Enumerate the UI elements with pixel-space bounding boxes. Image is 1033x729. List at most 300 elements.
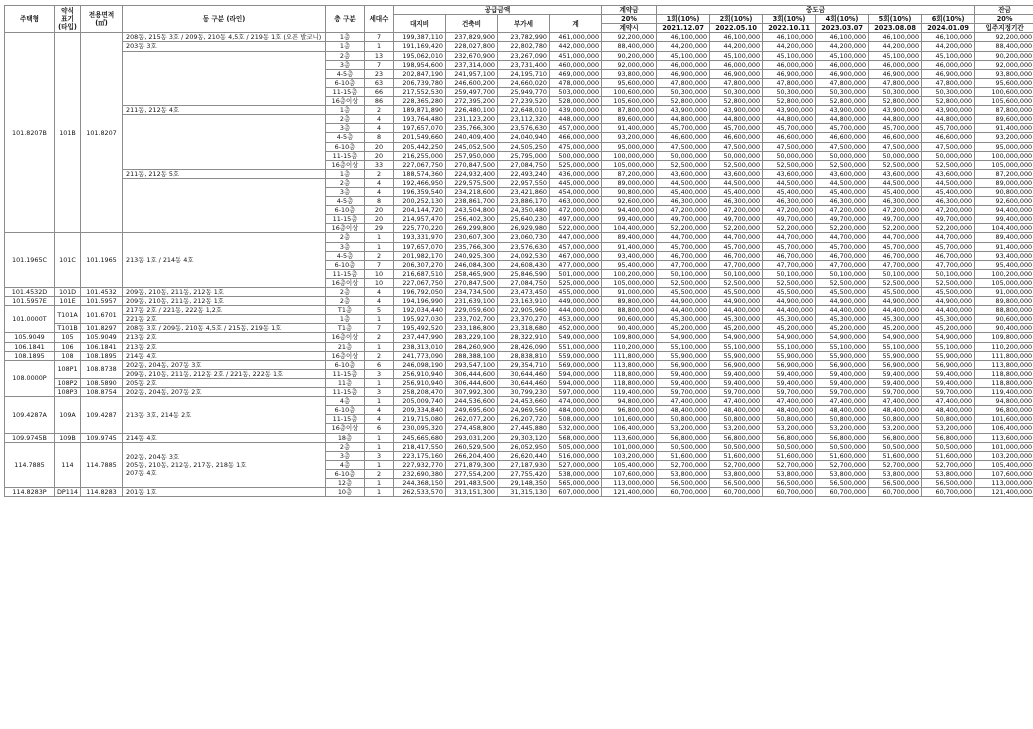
total-cell: 607,000,000 xyxy=(550,488,602,497)
m3-cell: 46,600,000 xyxy=(763,133,816,142)
land-cell: 195,927,030 xyxy=(394,315,446,324)
vat-cell: 30,644,460 xyxy=(498,369,550,378)
m6-cell: 47,700,000 xyxy=(922,260,975,269)
m1-cell: 53,800,000 xyxy=(657,469,710,478)
m6-cell: 47,500,000 xyxy=(922,142,975,151)
land-cell: 209,334,840 xyxy=(394,406,446,415)
m6-cell: 46,100,000 xyxy=(922,33,975,42)
header-m5: 5회(10%) xyxy=(869,15,922,24)
m6-cell: 55,100,000 xyxy=(922,342,975,351)
floor-cell: 11층 xyxy=(326,378,365,387)
m5-cell: 54,900,000 xyxy=(869,333,922,342)
total-cell: 594,000,000 xyxy=(550,369,602,378)
units-cell: 1 xyxy=(365,478,394,487)
vat-cell: 26,207,720 xyxy=(498,415,550,424)
table-row xyxy=(5,315,1033,324)
m1-cell: 47,400,000 xyxy=(657,397,710,406)
building-line-cell: 208동, 215동 3호 / 209동, 210동 4,5호 / 219동 1호 (오픈 발코니) xyxy=(123,33,326,42)
m5-cell: 46,000,000 xyxy=(869,60,922,69)
m5-cell: 44,700,000 xyxy=(869,233,922,242)
table-row xyxy=(5,324,1033,333)
building-line-cell: 205동 2호 xyxy=(123,378,326,387)
building-cost-cell: 229,059,600 xyxy=(446,306,498,315)
m3-cell: 51,600,000 xyxy=(763,451,816,460)
area-cell: 101.4532 xyxy=(81,288,123,297)
balance-cell: 101,600,000 xyxy=(975,415,1033,424)
units-cell: 7 xyxy=(365,324,394,333)
header-balance-pct: 20% xyxy=(975,15,1033,24)
units-cell: 6 xyxy=(365,424,394,433)
vat-cell: 23,370,270 xyxy=(498,315,550,324)
m6-cell: 45,200,000 xyxy=(922,324,975,333)
m5-cell: 59,700,000 xyxy=(869,388,922,397)
total-cell: 477,000,000 xyxy=(550,260,602,269)
floor-cell: 2층 xyxy=(326,51,365,60)
land-cell: 256,910,940 xyxy=(394,369,446,378)
m6-cell: 52,800,000 xyxy=(922,97,975,106)
header-contract-when: 계약시 xyxy=(602,24,657,33)
floor-cell: 3층 xyxy=(326,451,365,460)
building-line-cell: 213동 2호 xyxy=(123,333,326,342)
contract-cell: 87,200,000 xyxy=(602,169,657,178)
total-cell: 455,000,000 xyxy=(550,288,602,297)
total-cell: 444,000,000 xyxy=(550,306,602,315)
table-row xyxy=(5,233,1033,242)
balance-cell: 107,600,000 xyxy=(975,469,1033,478)
building-line-cell: 209동, 210동, 211동, 212동 2호 / 221동, 222동 1호 xyxy=(123,369,326,378)
contract-cell: 89,800,000 xyxy=(602,297,657,306)
land-cell: 241,773,090 xyxy=(394,351,446,360)
m3-cell: 55,100,000 xyxy=(763,342,816,351)
balance-cell: 119,400,000 xyxy=(975,388,1033,397)
area-cell: 108.5890 xyxy=(81,378,123,387)
building-line-cell: 201동 1호 xyxy=(123,488,326,497)
m2-cell: 53,800,000 xyxy=(710,469,763,478)
balance-cell: 105,000,000 xyxy=(975,160,1033,169)
balance-cell: 90,400,000 xyxy=(975,324,1033,333)
building-cost-cell: 243,504,800 xyxy=(446,206,498,215)
building-line-cell: 214동 4호 xyxy=(123,433,326,442)
building-line-cell xyxy=(123,178,326,233)
m4-cell: 55,900,000 xyxy=(816,351,869,360)
vat-cell: 23,163,910 xyxy=(498,297,550,306)
balance-cell: 100,000,000 xyxy=(975,151,1033,160)
units-cell: 20 xyxy=(365,151,394,160)
m2-cell: 49,700,000 xyxy=(710,215,763,224)
short-code-cell: T101B xyxy=(55,324,81,333)
m4-cell: 43,900,000 xyxy=(816,106,869,115)
contract-cell: 105,000,000 xyxy=(602,278,657,287)
m2-cell: 46,900,000 xyxy=(710,69,763,78)
contract-cell: 103,200,000 xyxy=(602,451,657,460)
m1-cell: 45,100,000 xyxy=(657,51,710,60)
m2-cell: 52,200,000 xyxy=(710,224,763,233)
m2-cell: 43,900,000 xyxy=(710,106,763,115)
vat-cell: 27,239,520 xyxy=(498,97,550,106)
balance-cell: 89,000,000 xyxy=(975,178,1033,187)
building-cost-cell: 224,932,400 xyxy=(446,169,498,178)
m4-cell: 50,300,000 xyxy=(816,87,869,96)
total-cell: 449,000,000 xyxy=(550,297,602,306)
m5-cell: 45,400,000 xyxy=(869,187,922,196)
building-cost-cell: 231,639,100 xyxy=(446,297,498,306)
m5-cell: 52,500,000 xyxy=(869,278,922,287)
building-cost-cell: 230,607,300 xyxy=(446,233,498,242)
land-cell: 228,365,280 xyxy=(394,97,446,106)
m6-cell: 56,500,000 xyxy=(922,478,975,487)
building-line-cell: 213동 3호, 214동 2호 xyxy=(123,397,326,433)
total-cell: 484,000,000 xyxy=(550,406,602,415)
m5-cell: 50,000,000 xyxy=(869,151,922,160)
land-cell: 227,067,750 xyxy=(394,160,446,169)
m3-cell: 45,700,000 xyxy=(763,242,816,251)
m1-cell: 60,700,000 xyxy=(657,488,710,497)
m1-cell: 59,700,000 xyxy=(657,388,710,397)
m1-cell: 43,900,000 xyxy=(657,106,710,115)
m6-cell: 54,900,000 xyxy=(922,333,975,342)
m4-cell: 46,600,000 xyxy=(816,133,869,142)
m2-cell: 50,000,000 xyxy=(710,151,763,160)
balance-cell: 91,400,000 xyxy=(975,124,1033,133)
m2-cell: 56,800,000 xyxy=(710,433,763,442)
short-code-cell: 108 xyxy=(55,351,81,360)
header-balance: 잔금 xyxy=(975,6,1033,15)
m4-cell: 56,800,000 xyxy=(816,433,869,442)
building-cost-cell: 240,925,300 xyxy=(446,251,498,260)
m2-cell: 59,400,000 xyxy=(710,369,763,378)
units-cell: 1 xyxy=(365,315,394,324)
contract-cell: 101,000,000 xyxy=(602,442,657,451)
vat-cell: 23,886,170 xyxy=(498,197,550,206)
building-cost-cell: 241,957,100 xyxy=(446,69,498,78)
m5-cell: 47,200,000 xyxy=(869,206,922,215)
header-m3-date: 2022.10.11 xyxy=(763,24,816,33)
m6-cell: 46,300,000 xyxy=(922,197,975,206)
floor-cell: 6-10층 xyxy=(326,206,365,215)
header-exclusive-area: 전용면적 (㎡) xyxy=(81,6,123,33)
m6-cell: 51,600,000 xyxy=(922,451,975,460)
balance-cell: 94,400,000 xyxy=(975,206,1033,215)
m1-cell: 56,500,000 xyxy=(657,478,710,487)
units-cell: 20 xyxy=(365,215,394,224)
land-cell: 196,359,540 xyxy=(394,187,446,196)
header-m2-date: 2022.05.10 xyxy=(710,24,763,33)
balance-cell: 100,600,000 xyxy=(975,87,1033,96)
m4-cell: 44,900,000 xyxy=(816,297,869,306)
m4-cell: 44,200,000 xyxy=(816,42,869,51)
building-line-cell: 209동, 210동, 211동, 212동 1호 xyxy=(123,297,326,306)
header-m6-date: 2024.01.09 xyxy=(922,24,975,33)
building-cost-cell: 233,186,800 xyxy=(446,324,498,333)
balance-cell: 88,400,000 xyxy=(975,42,1033,51)
total-cell: 549,000,000 xyxy=(550,333,602,342)
building-cost-cell: 293,547,100 xyxy=(446,360,498,369)
m3-cell: 47,700,000 xyxy=(763,260,816,269)
m1-cell: 43,600,000 xyxy=(657,169,710,178)
header-contract-pct: 20% xyxy=(602,15,657,24)
total-cell: 474,000,000 xyxy=(550,397,602,406)
m3-cell: 44,700,000 xyxy=(763,233,816,242)
m1-cell: 46,900,000 xyxy=(657,69,710,78)
header-m6: 6회(10%) xyxy=(922,15,975,24)
table-row xyxy=(5,333,1033,342)
m3-cell: 49,700,000 xyxy=(763,215,816,224)
total-cell: 461,000,000 xyxy=(550,33,602,42)
building-line-cell: 203동 3호 xyxy=(123,42,326,51)
house-type-cell: 101.8207B xyxy=(5,33,55,233)
table-row xyxy=(5,169,1033,178)
floor-cell: 16층이상 xyxy=(326,278,365,287)
m2-cell: 46,600,000 xyxy=(710,133,763,142)
balance-cell: 87,800,000 xyxy=(975,106,1033,115)
floor-cell: 12층 xyxy=(326,478,365,487)
m4-cell: 56,500,000 xyxy=(816,478,869,487)
header-m4-date: 2023.03.07 xyxy=(816,24,869,33)
area-cell: 101.1965 xyxy=(81,233,123,288)
m6-cell: 45,400,000 xyxy=(922,187,975,196)
total-cell: 457,000,000 xyxy=(550,124,602,133)
m3-cell: 43,900,000 xyxy=(763,106,816,115)
total-cell: 472,000,000 xyxy=(550,206,602,215)
total-cell: 463,000,000 xyxy=(550,197,602,206)
m6-cell: 45,700,000 xyxy=(922,242,975,251)
balance-cell: 113,800,000 xyxy=(975,360,1033,369)
house-type-cell: 101.5957E xyxy=(5,297,55,306)
floor-cell: 2층 xyxy=(326,115,365,124)
building-line-cell: 208동 3호 / 209동, 210동 4,5호 / 215동, 219동 1호 xyxy=(123,324,326,333)
m2-cell: 50,800,000 xyxy=(710,415,763,424)
units-cell: 4 xyxy=(365,178,394,187)
balance-cell: 95,400,000 xyxy=(975,260,1033,269)
floor-cell: 2층 xyxy=(326,442,365,451)
header-vat: 부가세 xyxy=(498,15,550,33)
m5-cell: 50,800,000 xyxy=(869,415,922,424)
m2-cell: 50,500,000 xyxy=(710,442,763,451)
total-cell: 565,000,000 xyxy=(550,478,602,487)
house-type-cell: 108.0000P xyxy=(5,360,55,396)
units-cell: 4 xyxy=(365,297,394,306)
short-code-cell: 109A xyxy=(55,397,81,433)
land-cell: 199,387,110 xyxy=(394,33,446,42)
units-cell: 1 xyxy=(365,433,394,442)
units-cell: 8 xyxy=(365,133,394,142)
m4-cell: 49,700,000 xyxy=(816,215,869,224)
short-code-cell: DP114 xyxy=(55,488,81,497)
floor-cell: 6-10층 xyxy=(326,260,365,269)
m6-cell: 44,400,000 xyxy=(922,306,975,315)
land-cell: 232,690,380 xyxy=(394,469,446,478)
table-row xyxy=(5,51,1033,60)
m2-cell: 51,600,000 xyxy=(710,451,763,460)
table-row xyxy=(5,488,1033,497)
units-cell: 1 xyxy=(365,397,394,406)
m1-cell: 55,900,000 xyxy=(657,351,710,360)
building-cost-cell: 274,458,800 xyxy=(446,424,498,433)
total-cell: 469,000,000 xyxy=(550,69,602,78)
m2-cell: 45,700,000 xyxy=(710,124,763,133)
m4-cell: 53,200,000 xyxy=(816,424,869,433)
floor-cell: 1층 xyxy=(326,33,365,42)
m3-cell: 44,400,000 xyxy=(763,306,816,315)
m4-cell: 46,700,000 xyxy=(816,251,869,260)
contract-cell: 91,400,000 xyxy=(602,242,657,251)
m5-cell: 46,100,000 xyxy=(869,33,922,42)
m6-cell: 50,800,000 xyxy=(922,415,975,424)
land-cell: 188,574,360 xyxy=(394,169,446,178)
m1-cell: 50,100,000 xyxy=(657,269,710,278)
m5-cell: 59,400,000 xyxy=(869,378,922,387)
vat-cell: 24,453,660 xyxy=(498,397,550,406)
m2-cell: 45,400,000 xyxy=(710,187,763,196)
m4-cell: 47,200,000 xyxy=(816,206,869,215)
short-code-cell: 101B xyxy=(55,33,81,233)
house-type-cell: 105.9049 xyxy=(5,333,55,342)
header-m2: 2회(10%) xyxy=(710,15,763,24)
building-cost-cell: 228,027,800 xyxy=(446,42,498,51)
m2-cell: 56,500,000 xyxy=(710,478,763,487)
area-cell: 101.8297 xyxy=(81,324,123,333)
land-cell: 216,687,510 xyxy=(394,269,446,278)
m4-cell: 45,500,000 xyxy=(816,288,869,297)
building-cost-cell: 293,031,200 xyxy=(446,433,498,442)
building-cost-cell: 249,695,600 xyxy=(446,406,498,415)
m5-cell: 45,300,000 xyxy=(869,315,922,324)
m5-cell: 53,800,000 xyxy=(869,469,922,478)
header-total: 계 xyxy=(550,15,602,33)
header-m1: 1회(10%) xyxy=(657,15,710,24)
m6-cell: 52,200,000 xyxy=(922,224,975,233)
m1-cell: 46,600,000 xyxy=(657,133,710,142)
m4-cell: 45,400,000 xyxy=(816,187,869,196)
contract-cell: 91,400,000 xyxy=(602,124,657,133)
m3-cell: 45,200,000 xyxy=(763,324,816,333)
building-cost-cell: 235,766,300 xyxy=(446,242,498,251)
m3-cell: 46,100,000 xyxy=(763,33,816,42)
units-cell: 3 xyxy=(365,388,394,397)
contract-cell: 100,000,000 xyxy=(602,151,657,160)
building-cost-cell: 262,077,200 xyxy=(446,415,498,424)
m4-cell: 59,400,000 xyxy=(816,369,869,378)
m4-cell: 46,100,000 xyxy=(816,33,869,42)
area-cell: 108.8738 xyxy=(81,360,123,378)
m2-cell: 52,500,000 xyxy=(710,160,763,169)
contract-cell: 113,000,000 xyxy=(602,478,657,487)
m6-cell: 45,100,000 xyxy=(922,51,975,60)
land-cell: 227,932,770 xyxy=(394,460,446,469)
m1-cell: 47,200,000 xyxy=(657,206,710,215)
m2-cell: 45,100,000 xyxy=(710,51,763,60)
land-cell: 205,442,250 xyxy=(394,142,446,151)
header-m5-date: 2023.08.08 xyxy=(869,24,922,33)
land-cell: 244,368,150 xyxy=(394,478,446,487)
balance-cell: 88,800,000 xyxy=(975,306,1033,315)
m1-cell: 44,500,000 xyxy=(657,178,710,187)
contract-cell: 107,600,000 xyxy=(602,469,657,478)
table-row xyxy=(5,360,1033,369)
floor-cell: 16층이상 xyxy=(326,333,365,342)
building-cost-cell: 306,444,600 xyxy=(446,378,498,387)
house-type-cell: 101.0000T xyxy=(5,306,55,333)
vat-cell: 22,802,780 xyxy=(498,42,550,51)
m1-cell: 44,700,000 xyxy=(657,233,710,242)
building-cost-cell: 283,229,100 xyxy=(446,333,498,342)
m1-cell: 52,800,000 xyxy=(657,97,710,106)
balance-cell: 103,200,000 xyxy=(975,451,1033,460)
m1-cell: 47,800,000 xyxy=(657,78,710,87)
m6-cell: 56,800,000 xyxy=(922,433,975,442)
vat-cell: 24,660,020 xyxy=(498,78,550,87)
m3-cell: 52,200,000 xyxy=(763,224,816,233)
total-cell: 551,000,000 xyxy=(550,342,602,351)
m5-cell: 59,400,000 xyxy=(869,369,922,378)
m3-cell: 47,200,000 xyxy=(763,206,816,215)
m3-cell: 50,100,000 xyxy=(763,269,816,278)
contract-cell: 105,600,000 xyxy=(602,97,657,106)
m5-cell: 60,700,000 xyxy=(869,488,922,497)
m4-cell: 53,800,000 xyxy=(816,469,869,478)
floor-cell: 4-5층 xyxy=(326,197,365,206)
contract-cell: 90,400,000 xyxy=(602,324,657,333)
balance-cell: 110,200,000 xyxy=(975,342,1033,351)
floor-cell: 11-15층 xyxy=(326,269,365,278)
floor-cell: 2층 xyxy=(326,288,365,297)
building-line-cell: 209동, 210동, 211동, 212동 1호 xyxy=(123,288,326,297)
m5-cell: 46,900,000 xyxy=(869,69,922,78)
land-cell: 223,175,160 xyxy=(394,451,446,460)
contract-cell: 89,400,000 xyxy=(602,233,657,242)
building-cost-cell: 232,670,900 xyxy=(446,51,498,60)
units-cell: 86 xyxy=(365,97,394,106)
units-cell: 5 xyxy=(365,306,394,315)
total-cell: 508,000,000 xyxy=(550,415,602,424)
m4-cell: 45,300,000 xyxy=(816,315,869,324)
total-cell: 527,000,000 xyxy=(550,460,602,469)
header-house-type: 주택형 xyxy=(5,6,55,33)
m3-cell: 53,200,000 xyxy=(763,424,816,433)
m4-cell: 52,500,000 xyxy=(816,278,869,287)
m5-cell: 56,500,000 xyxy=(869,478,922,487)
units-cell: 66 xyxy=(365,87,394,96)
balance-cell: 106,400,000 xyxy=(975,424,1033,433)
building-cost-cell: 271,879,300 xyxy=(446,460,498,469)
m6-cell: 59,400,000 xyxy=(922,369,975,378)
m6-cell: 52,700,000 xyxy=(922,460,975,469)
building-cost-cell: 307,992,300 xyxy=(446,388,498,397)
m6-cell: 50,300,000 xyxy=(922,87,975,96)
m2-cell: 46,100,000 xyxy=(710,33,763,42)
building-cost-cell: 234,218,600 xyxy=(446,187,498,196)
units-cell: 1 xyxy=(365,242,394,251)
short-code-cell: 109B xyxy=(55,433,81,442)
vat-cell: 27,084,750 xyxy=(498,278,550,287)
m4-cell: 50,000,000 xyxy=(816,151,869,160)
land-cell: 201,549,660 xyxy=(394,133,446,142)
floor-cell: 6-10층 xyxy=(326,142,365,151)
contract-cell: 95,000,000 xyxy=(602,142,657,151)
m1-cell: 49,700,000 xyxy=(657,215,710,224)
land-cell: 237,447,990 xyxy=(394,333,446,342)
house-type-cell: 109.4287A xyxy=(5,397,55,433)
total-cell: 439,000,000 xyxy=(550,106,602,115)
house-type-cell: 106.1841 xyxy=(5,342,55,351)
floor-cell: 16층이상 xyxy=(326,160,365,169)
vat-cell: 27,187,930 xyxy=(498,460,550,469)
floor-cell: 2층 xyxy=(326,233,365,242)
units-cell: 4 xyxy=(365,124,394,133)
contract-cell: 113,800,000 xyxy=(602,360,657,369)
m1-cell: 45,300,000 xyxy=(657,315,710,324)
m4-cell: 48,400,000 xyxy=(816,406,869,415)
